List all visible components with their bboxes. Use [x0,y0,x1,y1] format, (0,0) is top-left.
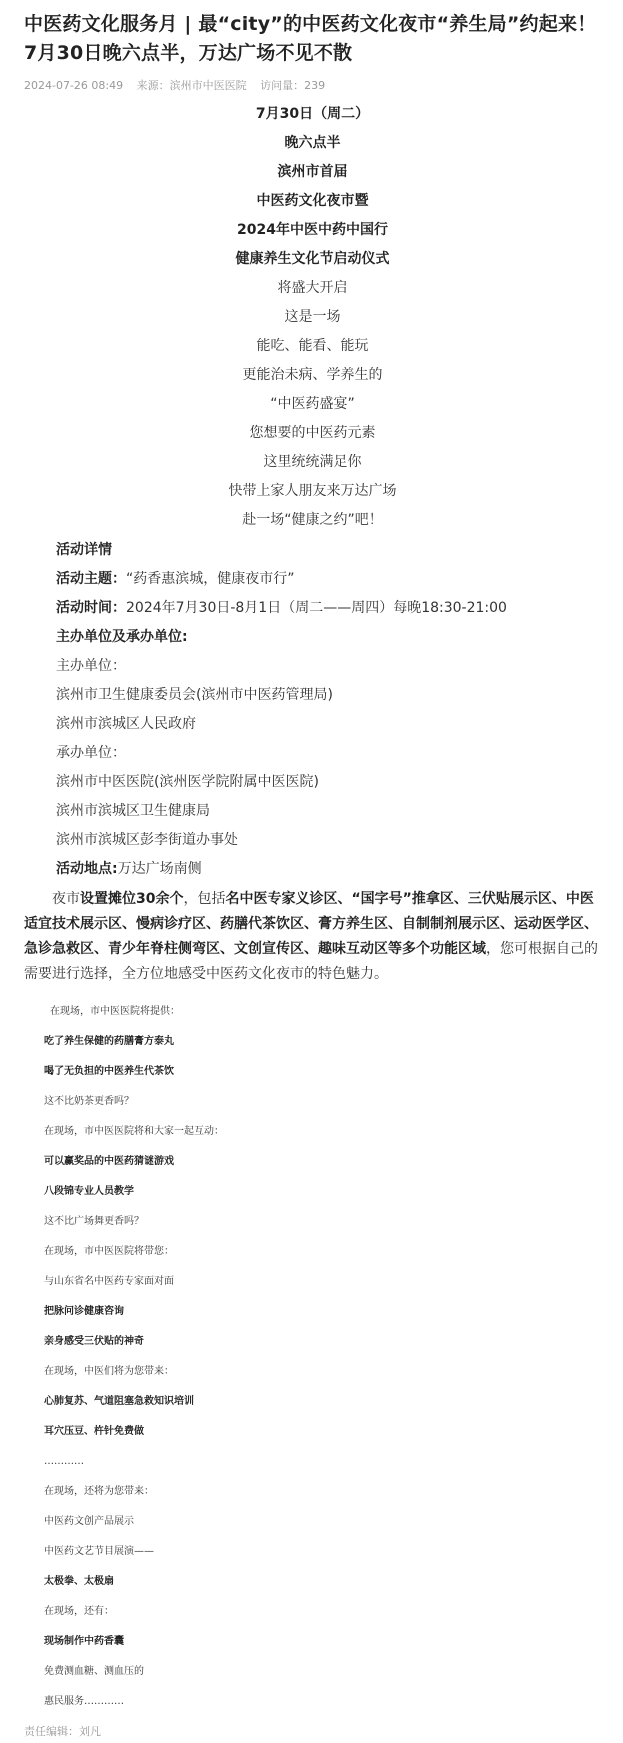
onsite-list [24,997,601,1717]
onsite-line: 中医药文创产品展示 [44,1516,134,1527]
onsite-line: 八段锦专业人员教学 [44,1186,134,1197]
time-value: 2024年7月30日-8月1日（周二——周四）每晚18:30-21:00 [126,600,507,616]
time-row [56,594,601,623]
onsite-line: 中医药文艺节目展演—— [44,1546,154,1557]
intro-line: 您想要的中医药元素 [249,425,376,441]
intro-line: 这里统统满足你 [263,454,362,470]
onsite-line: 这不比奶茶更香吗？ [44,1096,134,1107]
undertaker-label: 承办单位： [56,745,126,761]
intro-line: 这是一场 [284,309,341,325]
para-seg: ，包括 [183,891,226,907]
intro-line: 能吃、能看、能玩 [256,338,369,354]
onsite-line: 在现场，市中医医院将提供： [50,1006,180,1017]
intro-line: 将盛大开启 [277,280,348,296]
publish-date: 2024-07-26 08:49 [24,79,124,92]
onsite-line: 在现场，还有： [44,1606,114,1617]
intro-line: 滨州市首届 [277,164,348,180]
intro-line: 健康养生文化节启动仪式 [235,251,390,267]
onsite-line: 惠民服务………… [44,1696,124,1707]
onsite-line: ………… [44,1456,84,1467]
onsite-line: 可以赢奖品的中医药猜谜游戏 [44,1156,174,1167]
onsite-line: 现场制作中药香囊 [44,1636,124,1647]
para-bold-seg: 名中医专家义诊区、“国字号”推拿区、三伏贴展示区、中医适宜技术展示区、慢病诊疗区、药膳代茶饮区、膏方养生区、自制制剂展示区、运动医学区、急诊急救区、青少年脊柱侧弯区、文创宣传区、趣味互动区等多个功能区域 [24,891,598,957]
theme-label: 活动主题： [56,571,126,587]
onsite-line: 在现场，中医们将为您带来： [44,1366,174,1377]
intro-line: 7月30日（周二） [255,106,370,122]
intro-line: 2024年中医中药中国行 [237,222,388,238]
host-item: 滨州市滨城区人民政府 [56,716,196,732]
article-title: 中医药文化服务月 | 最“city”的中医药文化夜市“养生局”约起来！7月30日晚六点半，万达广场不见不散 [24,13,597,64]
intro-block [24,100,601,535]
onsite-line: 太极拳、太极扇 [44,1576,114,1587]
intro-line: 赴一场“健康之约”吧！ [242,512,383,528]
location-row [56,855,601,884]
undertaker-item: 滨州市滨城区彭李街道办事处 [56,832,238,848]
onsite-line: 把脉问诊健康咨询 [44,1306,124,1317]
intro-line: 晚六点半 [284,135,341,151]
onsite-line: 吃了养生保健的药膳膏方泰丸 [44,1036,174,1047]
details-heading: 活动详情 [56,542,112,558]
onsite-line: 喝了无负担的中医养生代茶饮 [44,1066,174,1077]
view-count: 访问量：239 [260,79,326,92]
host-item: 滨州市卫生健康委员会(滨州市中医药管理局) [56,687,333,703]
theme-value: “药香惠滨城，健康夜市行” [126,571,295,587]
para-seg: ，您可根据自己的需要进行选择，全方位地感受中医药文化夜市的特色魅力。 [24,941,598,982]
onsite-line: 在现场，市中医医院将和大家一起互动： [44,1126,224,1137]
onsite-line: 亲身感受三伏贴的神奇 [44,1336,144,1347]
event-details [24,536,601,884]
location-label: 活动地点: [56,861,118,877]
onsite-line: 与山东省名中医药专家面对面 [44,1276,174,1287]
para-seg: 夜市 [52,891,80,907]
para-bold-seg: 设置摊位30余个 [80,891,184,907]
organizers-heading: 主办单位及承办单位: [56,629,188,645]
location-value: 万达广场南侧 [117,861,202,877]
article-meta [24,78,601,94]
intro-line: 中医药文化夜市暨 [256,193,369,209]
intro-line: 更能治未病、学养生的 [242,367,383,383]
intro-line: 快带上家人朋友来万达广场 [228,483,397,499]
stalls-paragraph [24,887,601,987]
undertaker-item: 滨州市中医医院(滨州医学院附属中医医院) [56,774,319,790]
onsite-line: 心肺复苏、气道阻塞急救知识培训 [44,1396,194,1407]
theme-row [56,565,601,594]
onsite-line: 在现场，市中医医院将带您： [44,1246,174,1257]
host-label: 主办单位： [56,658,126,674]
onsite-line: 在现场，还将为您带来： [44,1486,154,1497]
time-label: 活动时间： [56,600,126,616]
onsite-line: 免费测血糖、测血压的 [44,1666,144,1677]
responsible-editor: 责任编辑：刘凡 [24,1725,101,1738]
intro-line: “中医药盛宴” [270,396,355,412]
onsite-line: 这不比广场舞更香吗？ [44,1216,144,1227]
article-source: 来源：滨州市中医医院 [136,79,247,92]
undertaker-item: 滨州市滨城区卫生健康局 [56,803,210,819]
onsite-line: 耳穴压豆、杵针免费做 [44,1426,144,1437]
